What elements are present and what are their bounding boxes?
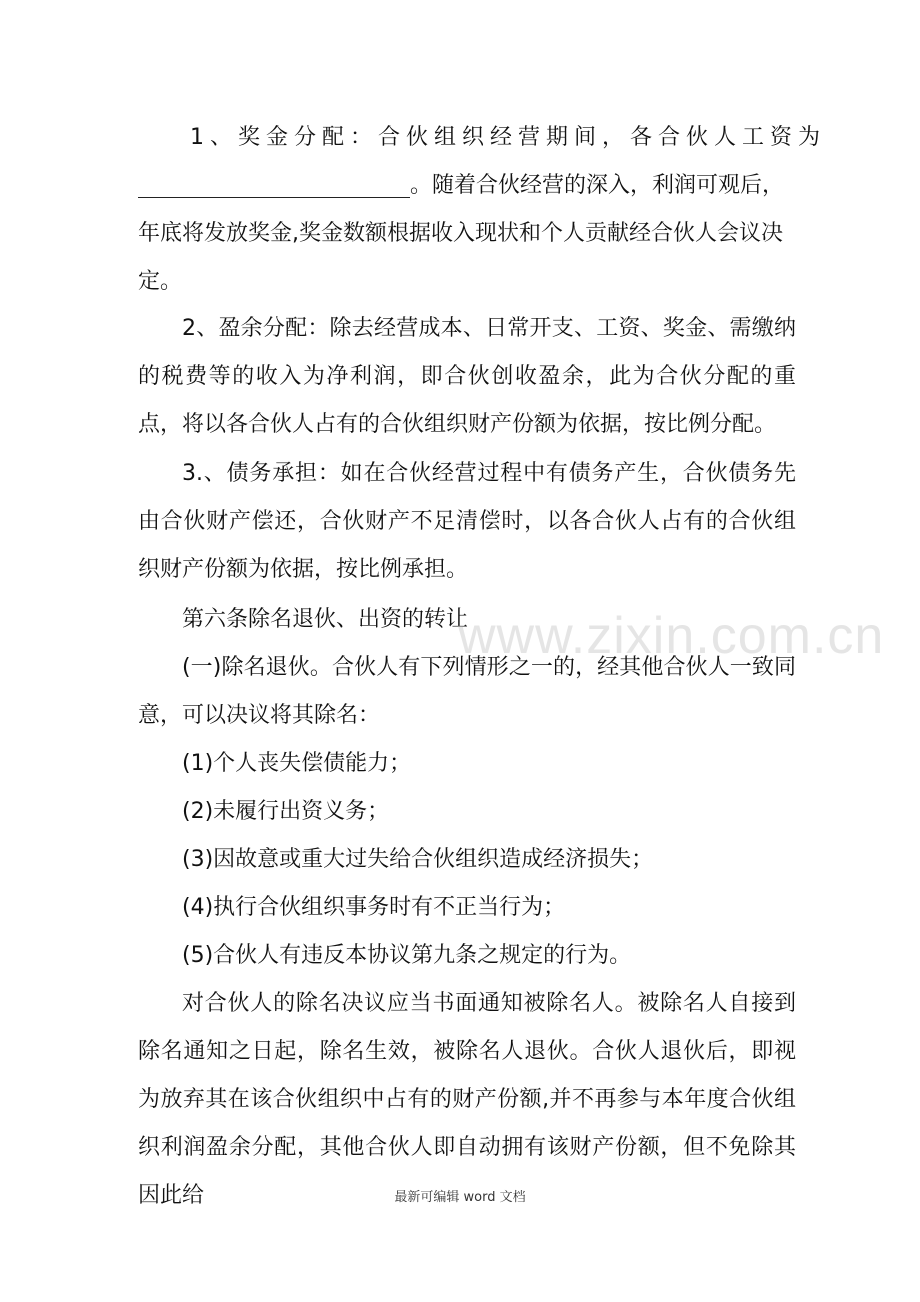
expulsion-notice-paragraph: 对合伙人的除名决议应当书面通知被除名人。被除名人自接到除名通知之日起，除名生效，被除名人退伙。合伙人退伙后，即视为放弃其在该合伙组织中占有的财产份额,并不再参与本年度合伙组织利润盈余分配，其他合伙人即自动拥有该财产份额，但不免除其因此给	[138, 991, 796, 1208]
watermark: www.zixin.com.cn	[458, 607, 885, 665]
clause-1-line-2-text: 。随着合伙经营的深入，利润可观后，	[410, 173, 785, 198]
clause-1-line-2	[138, 162, 796, 210]
clause-1-line-3: 年底将发放奖金,奖金数额根据收入现状和个人贡献经合伙人会议决	[138, 221, 783, 246]
article-6-heading: 第六条除名退伙、出资的转让	[182, 607, 469, 632]
expulsion-item-1: (1)个人丧失偿债能力；	[182, 751, 412, 776]
clause-3-debt-liability: 3.、债务承担：如在合伙经营过程中有债务产生，合伙债务先由合伙财产偿还，合伙财产不足清偿时，以各合伙人占有的合伙组织财产份额为依据，按比例承担。	[138, 461, 796, 582]
expulsion-item-5: (5)合伙人有违反本协议第九条之规定的行为。	[182, 943, 632, 968]
expulsion-item-3: (3)因故意或重大过失给合伙组织造成经济损失；	[182, 847, 654, 872]
page-footer: 最新可编辑 word 文档	[394, 1190, 526, 1205]
clause-2-profit-distribution: 2、盈余分配：除去经营成本、日常开支、工资、奖金、需缴纳的税费等的收入为净利润，即合伙创收盈余，此为合伙分配的重点，将以各合伙人占有的合伙组织财产份额为依据，按比例分配。	[138, 316, 796, 437]
clause-1-line-1: 1、奖金分配：合伙组织经营期间，各合伙人工资为	[190, 125, 826, 150]
expulsion-item-2: (2)未履行出资义务；	[182, 799, 390, 824]
salary-blank-field[interactable]	[138, 167, 410, 198]
expulsion-item-4: (4)执行合伙组织事务时有不正当行为；	[182, 895, 566, 920]
expulsion-intro: (一)除名退伙。合伙人有下列情形之一的，经其他合伙人一致同意，可以决议将其除名：	[138, 655, 796, 728]
clause-1-line-4: 定。	[138, 269, 183, 294]
